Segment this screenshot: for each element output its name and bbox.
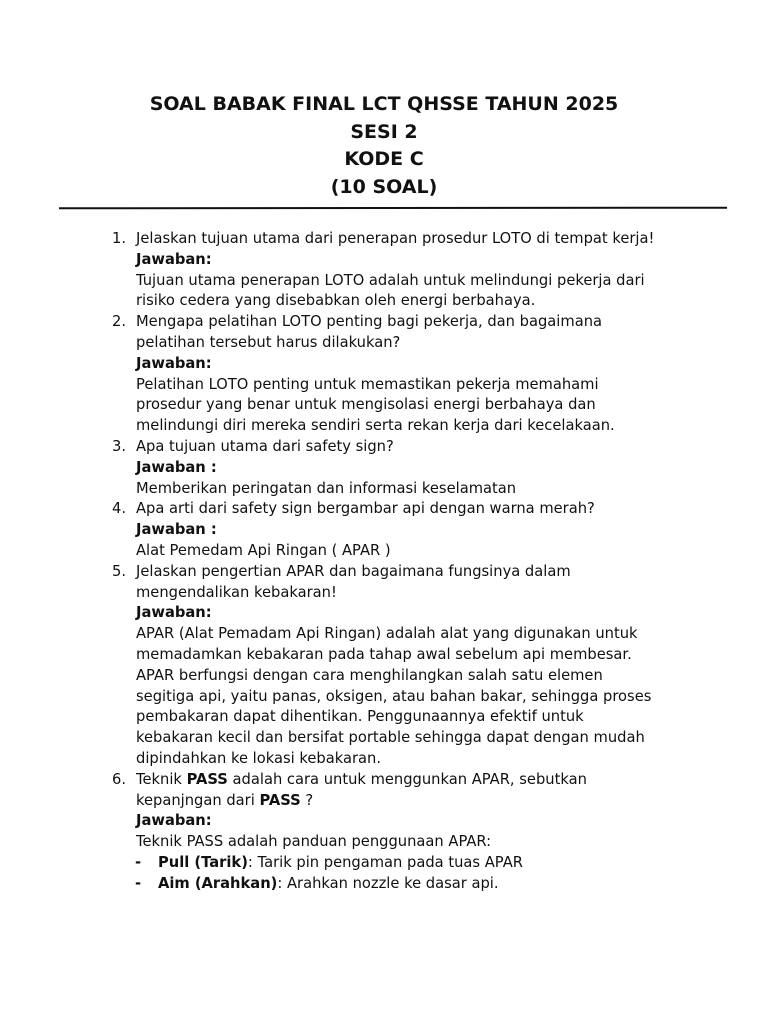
answer-5-line-3: APAR berfungsi dengan cara menghilangkan salah satu elemen: [136, 666, 603, 684]
title-line-3: KODE C: [344, 148, 424, 170]
answer-6-bullet-1: [0, 853, 768, 874]
header-divider: [59, 207, 727, 210]
answer-4-line-1: Alat Pemedam Api Ringan ( APAR ): [136, 541, 391, 559]
question-2-text: Mengapa pelatihan LOTO penting bagi pekerja, dan bagaimana: [136, 313, 603, 331]
answer-2-line-3: melindungi diri mereka sendiri serta rekan kerja dari kecelakaan.: [136, 417, 615, 435]
answer-1-label: Jawaban:: [136, 250, 212, 268]
bullet-1-term: Pull (Tarik): [158, 853, 248, 871]
answer-5-line-7: dipindahkan ke lokasi kebakaran.: [136, 749, 381, 767]
answer-2-line-1: Pelatihan LOTO penting untuk memastikan pekerja memahami: [136, 375, 599, 393]
question-6-text-pre: Teknik: [136, 770, 187, 788]
question-3-line-1: [0, 437, 768, 458]
question-5-line-2: mengendalikan kebakaran!: [136, 583, 337, 601]
answer-6-label: Jawaban:: [136, 812, 212, 830]
answer-5-line-5: pembakaran dapat dihentikan. Penggunaannya efektif untuk: [136, 708, 584, 726]
answer-5-line-6: kebakaran kecil dan bersifat portable sehingga dapat dengan mudah: [136, 729, 645, 747]
answer-1-line-2: risiko cedera yang disebabkan oleh energi berbahaya.: [136, 292, 536, 310]
question-6-line-1: [0, 770, 768, 791]
question-4-line-1: [0, 499, 768, 520]
answer-2-line-2: prosedur yang benar untuk mengisolasi energi berbahaya dan: [136, 396, 596, 414]
answer-3-line-1: Memberikan peringatan dan informasi keselamatan: [136, 479, 517, 497]
question-6-text-post: adalah cara untuk menggunkan APAR, sebutkan: [227, 770, 587, 788]
bullet-dash: -: [135, 874, 142, 892]
answer-5-line-2: memadamkan kebakaran pada tahap awal sebelum api membesar.: [136, 645, 632, 663]
question-5-number: 5.: [112, 562, 127, 580]
question-1-number: 1.: [112, 230, 127, 247]
bullet-2-desc: : Arahkan nozzle ke dasar api.: [277, 874, 499, 892]
answer-6-bullet-2: [0, 874, 768, 895]
title-line-4: (10 SOAL): [330, 175, 438, 198]
question-2-number: 2.: [112, 313, 127, 331]
bullet-1-desc: : Tarik pin pengaman pada tuas APAR: [247, 853, 523, 871]
question-5-line-1: [0, 562, 768, 583]
answer-1-line-1: Tujuan utama penerapan LOTO adalah untuk melindungi pekerja dari: [136, 271, 645, 289]
page-header: [0, 91, 768, 201]
question-6-line-2-pass-term: PASS: [259, 791, 301, 809]
answer-5-label: Jawaban:: [136, 604, 212, 622]
question-4-text: Apa arti dari safety sign bergambar api dengan warna merah?: [136, 500, 595, 518]
answer-5-line-1: APAR (Alat Pemadam Api Ringan) adalah alat yang digunakan untuk: [136, 625, 638, 643]
answer-5-line-4: segitiga api, yaitu panas, oksigen, atau bahan bakar, sehingga proses: [136, 687, 652, 705]
bullet-2-term: Aim (Arahkan): [158, 874, 278, 892]
title-line-2: SESI 2: [350, 120, 418, 143]
question-2-line-2: pelatihan tersebut harus dilakukan?: [136, 333, 401, 351]
question-6-number: 6.: [112, 770, 127, 788]
answer-3-label: Jawaban :: [136, 458, 217, 476]
question-1-text: Jelaskan tujuan utama dari penerapan prosedur LOTO di tempat kerja!: [136, 230, 655, 247]
question-4-number: 4.: [112, 500, 127, 518]
title-line-1: SOAL BABAK FINAL LCT QHSSE TAHUN 2025: [149, 93, 619, 115]
question-6-pass-term: PASS: [186, 770, 228, 788]
question-6-line-2-post: ?: [300, 791, 314, 809]
question-5-text: Jelaskan pengertian APAR dan bagaimana fungsinya dalam: [136, 562, 571, 580]
question-3-text: Apa tujuan utama dari safety sign?: [136, 437, 394, 455]
question-6-line-2: [0, 791, 768, 812]
answer-6-intro: Teknik PASS adalah panduan penggunaan APAR:: [136, 833, 492, 851]
question-list: [0, 229, 768, 895]
question-1-line-1: [0, 229, 768, 250]
question-6-line-2-pre: kepanjngan dari: [136, 791, 260, 809]
answer-4-label: Jawaban :: [136, 521, 217, 539]
question-2-line-1: [0, 312, 768, 333]
question-3-number: 3.: [112, 437, 127, 455]
bullet-dash: -: [135, 853, 142, 871]
answer-2-label: Jawaban:: [136, 354, 212, 372]
